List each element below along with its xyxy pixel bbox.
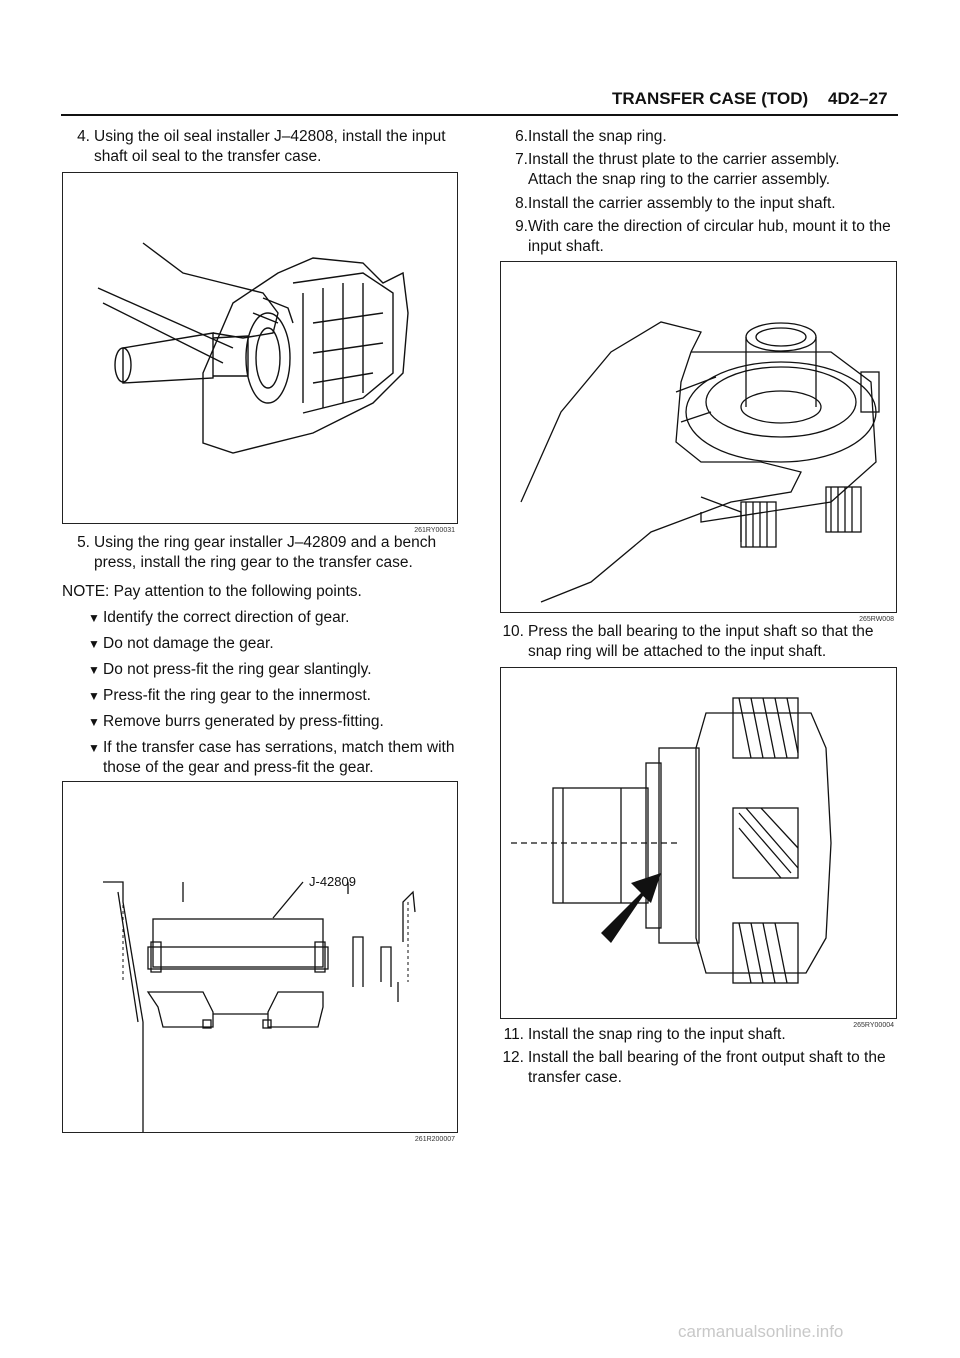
tool-label: J-42809: [309, 874, 356, 889]
bullet-text: Identify the correct direction of gear.: [103, 609, 350, 626]
bullet-text: Do not damage the gear.: [103, 635, 274, 652]
triangle-bullet-icon: ▼: [88, 741, 100, 755]
triangle-bullet-icon: ▼: [88, 715, 100, 729]
step-text: Install the snap ring to the input shaft.: [528, 1026, 786, 1043]
triangle-bullet-icon: ▼: [88, 637, 100, 651]
triangle-bullet-icon: ▼: [88, 611, 100, 625]
step-number: 11.: [503, 1026, 524, 1043]
page-number: 4D2–27: [828, 89, 888, 108]
section-title: TRANSFER CASE (TOD): [612, 89, 809, 108]
figure-caption: 265RW008: [859, 616, 894, 623]
step-text: Using the ring gear installer J–42809 and a bench: [94, 534, 437, 551]
step-text: shaft oil seal to the transfer case.: [94, 148, 322, 165]
ball-bearing-illustration: [501, 668, 896, 1018]
bullet-text: Do not press-fit the ring gear slantingly.: [103, 661, 372, 678]
figure-circular-hub: [500, 261, 897, 623]
step-text: Press the ball bearing to the input shaft so that the: [528, 623, 874, 640]
step-text: Using the oil seal installer J–42808, install the input: [94, 128, 446, 145]
step-number: 10.: [502, 623, 524, 640]
step-text: Install the carrier assembly to the input shaft.: [528, 195, 836, 212]
step-text: Install the thrust plate to the carrier assembly.: [528, 151, 840, 168]
bullet-text: those of the gear and press-fit the gear.: [103, 759, 374, 776]
figure-ring-gear-install: [62, 781, 458, 1143]
step-text: press, install the ring gear to the transfer case.: [94, 554, 413, 571]
figure-oil-seal-install: [62, 172, 458, 534]
figure-ball-bearing: [500, 667, 897, 1029]
step-text: Install the snap ring.: [528, 128, 667, 145]
bullet-text: If the transfer case has serrations, match them with: [103, 739, 455, 756]
triangle-bullet-icon: ▼: [88, 689, 100, 703]
circular-hub-illustration: [501, 262, 896, 612]
watermark: carmanualsonline.info: [678, 1322, 844, 1341]
figure-caption: 261RY00031: [414, 527, 455, 534]
step-number: 6.: [515, 128, 528, 145]
figure-caption: 261R200007: [414, 1136, 455, 1143]
bullet-text: Press-fit the ring gear to the innermost.: [103, 687, 371, 704]
step-text: With care the direction of circular hub, mount it to the: [528, 218, 891, 235]
step-text: Attach the snap ring to the carrier assembly.: [528, 171, 831, 188]
step-text: Install the ball bearing of the front output shaft to the: [528, 1049, 886, 1066]
header-rule: [61, 114, 898, 116]
step-number: 4.: [77, 128, 90, 145]
step-number: 12.: [502, 1049, 524, 1066]
step-number: 7.: [515, 151, 528, 168]
step-number: 9.: [515, 218, 528, 235]
step-text: transfer case.: [528, 1069, 622, 1086]
step-text: snap ring will be attached to the input shaft.: [528, 643, 827, 660]
step-text: input shaft.: [528, 238, 604, 255]
step-number: 5.: [77, 534, 90, 551]
triangle-bullet-icon: ▼: [88, 663, 100, 677]
figure-caption: 265RY00004: [853, 1022, 894, 1029]
note-text: NOTE: Pay attention to the following points.: [62, 583, 362, 600]
step-number: 8.: [515, 195, 528, 212]
ring-gear-illustration: [63, 782, 457, 1132]
oil-seal-illustration: [63, 173, 457, 523]
bullet-text: Remove burrs generated by press-fitting.: [103, 713, 384, 730]
